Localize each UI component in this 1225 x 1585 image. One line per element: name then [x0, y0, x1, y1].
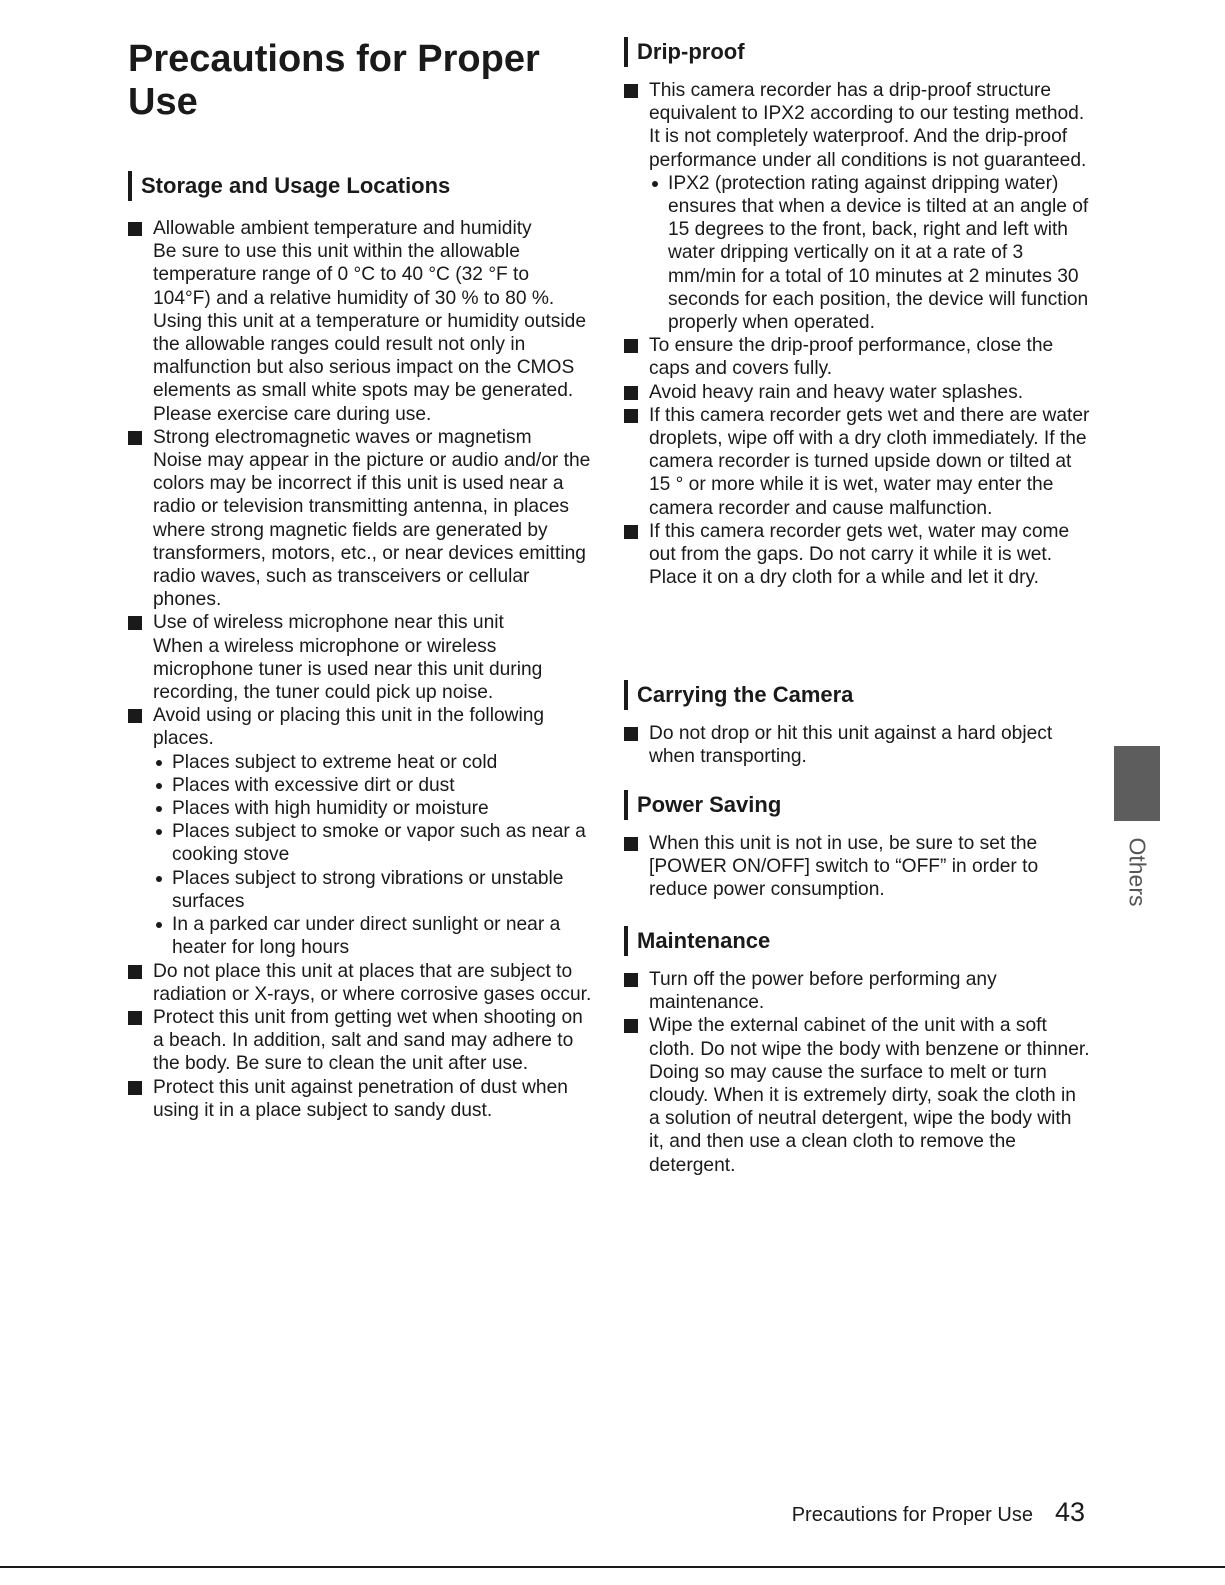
dot-bullet-icon: [156, 806, 162, 812]
square-bullet-icon: [128, 709, 142, 723]
dot-bullet-icon: [652, 181, 658, 187]
section-heading: [624, 37, 1090, 67]
heading-bar: [624, 790, 628, 820]
item-title: Use of wireless microphone near this unit: [153, 612, 504, 634]
item-title: Do not place this unit at places that are subject to radiation or X-rays, or where corrosive gases occur.: [153, 960, 592, 1005]
side-tab-label: Others: [1124, 837, 1151, 907]
dot-bullet-icon: [156, 922, 162, 928]
heading-bar: [624, 680, 628, 710]
item-title: Avoid using or placing this unit in the following places.: [153, 705, 545, 750]
heading-text: Storage and Usage Locations: [141, 173, 451, 198]
page-footer: [792, 1497, 1085, 1528]
section-heading: [624, 926, 1090, 956]
sub-item: Places with high humidity or moisture: [153, 797, 592, 820]
list-item: [128, 426, 592, 612]
square-bullet-icon: [624, 1019, 638, 1033]
square-bullet-icon: [624, 339, 638, 353]
dot-bullet-icon: [156, 876, 162, 882]
footer-title: Precautions for Proper Use: [791, 1504, 1033, 1526]
sub-item: Places subject to extreme heat or cold: [153, 751, 592, 774]
heading-bar: [624, 37, 628, 67]
list-item: [624, 1014, 1090, 1176]
square-bullet-icon: [624, 409, 638, 423]
square-bullet-icon: [128, 222, 142, 236]
heading-text: Drip-proof: [637, 39, 745, 64]
item-title: Protect this unit from getting wet when shooting on a beach. In addition, salt and sand may adhere to the body. Be sure to clean the unit after use.: [153, 1006, 583, 1075]
list-item: [624, 520, 1090, 590]
section-carrying: [624, 680, 1090, 768]
item-title: Wipe the external cabinet of the unit with a soft cloth. Do not wipe the body with benzene or thinner. Doing so may cause the surface to melt or turn cloudy. When it is extremely dirty, soak the cloth in a solution of neutral detergent, wipe the body with it, and then use a clean cloth to remove the detergent.: [649, 1015, 1090, 1176]
item-title: Do not drop or hit this unit against a hard object when transporting.: [649, 723, 1053, 768]
sub-item: In a parked car under direct sunlight or near a heater for long hours: [153, 913, 592, 959]
square-bullet-icon: [128, 965, 142, 979]
dot-bullet-icon: [156, 760, 162, 766]
item-title: Protect this unit against penetration of dust when using it in a place subject to sandy dust.: [153, 1076, 568, 1121]
item-title: Avoid heavy rain and heavy water splashes.: [649, 381, 1024, 403]
square-bullet-icon: [128, 616, 142, 630]
sub-item: IPX2 (protection rating against dripping water) ensures that when a device is tilted at an angle of 15 degrees to the front, back, right and left with water dripping vertically on it at a rate of 3 mm/min for a total of 10 minutes at 2 minutes 30 seconds for each position, the device will function properly when operated.: [649, 172, 1090, 334]
square-bullet-icon: [624, 525, 638, 539]
page-title: Precautions for Proper Use: [128, 38, 540, 123]
section-heading: [128, 171, 592, 201]
section-heading: [624, 790, 1090, 820]
heading-text: Maintenance: [637, 928, 771, 953]
section-storage-usage: [128, 171, 592, 1122]
section-power-saving: [624, 790, 1090, 902]
list-item: [624, 722, 1090, 768]
item-title: To ensure the drip-proof performance, close the caps and covers fully.: [649, 335, 1054, 380]
list-item: [128, 611, 592, 704]
heading-text: Carrying the Camera: [637, 682, 854, 707]
heading-bar: [624, 926, 628, 956]
list-item: [128, 1076, 592, 1122]
item-title: If this camera recorder gets wet, water may come out from the gaps. Do not carry it while it is wet. Place it on a dry cloth for a while and let it dry.: [649, 520, 1070, 589]
list-item: [624, 381, 1090, 404]
sub-item: Places subject to strong vibrations or unstable surfaces: [153, 867, 592, 913]
square-bullet-icon: [128, 1011, 142, 1025]
square-bullet-icon: [624, 84, 638, 98]
square-bullet-icon: [128, 1081, 142, 1095]
list-item: [128, 704, 592, 959]
sub-item: Places with excessive dirt or dust: [153, 774, 592, 797]
list-item: [624, 79, 1090, 334]
square-bullet-icon: [624, 386, 638, 400]
square-bullet-icon: [624, 727, 638, 741]
bottom-divider: [0, 1566, 1225, 1568]
item-title: When this unit is not in use, be sure to set the [POWER ON/OFF] switch to “OFF” in order to reduce power consumption.: [649, 833, 1039, 901]
square-bullet-icon: [128, 431, 142, 445]
section-heading: [624, 680, 1090, 710]
section-maintenance: [624, 926, 1090, 1177]
item-text: Noise may appear in the picture or audio and/or the colors may be incorrect if this unit is used near a radio or television transmitting antenna, in places where strong magnetic fields are generated by transformers, motors, etc., or near devices emitting radio waves, such as transceivers or cellular phones.: [153, 450, 591, 611]
item-text: When a wireless microphone or wireless microphone tuner is used near this unit during recording, the tuner could pick up noise.: [153, 635, 543, 704]
list-item: [128, 1006, 592, 1076]
list-item: [624, 968, 1090, 1014]
dot-bullet-icon: [156, 783, 162, 789]
page-number: 43: [1054, 1497, 1085, 1527]
sub-item: Places subject to smoke or vapor such as near a cooking stove: [153, 820, 592, 866]
item-title: Strong electromagnetic waves or magnetism: [153, 426, 532, 448]
item-title: Allowable ambient temperature and humidity: [153, 218, 532, 239]
list-item: [128, 217, 592, 426]
square-bullet-icon: [624, 973, 638, 987]
list-item: [128, 960, 592, 1006]
side-tab-marker: [1114, 746, 1160, 821]
section-drip-proof: [624, 37, 1090, 589]
heading-text: Power Saving: [637, 792, 782, 817]
list-item: [624, 404, 1090, 520]
list-item: [624, 832, 1090, 902]
item-title: Turn off the power before performing any maintenance.: [649, 969, 997, 1014]
item-title: If this camera recorder gets wet and there are water droplets, wipe off with a dry cloth immediately. If the camera recorder is turned upside down or tilted at 15 ° or more while it is wet, water may enter the camera recorder and cause malfunction.: [649, 404, 1090, 519]
heading-bar: [128, 171, 132, 201]
square-bullet-icon: [624, 837, 638, 851]
dot-bullet-icon: [156, 829, 162, 835]
list-item: [624, 334, 1090, 380]
item-text: Be sure to use this unit within the allowable temperature range of 0 °C to 40 °C (32 °F to 104°F) and a relative humidity of 30 % to 80 %. Using this unit at a temperature or humidity outside the allowable ranges could result not only in malfunction but also serious impact on the CMOS elements as small white spots may be generated. Please exercise care during use.: [153, 241, 587, 425]
item-title: This camera recorder has a drip-proof structure equivalent to IPX2 according to our testing method. It is not completely waterproof. And the drip-proof performance under all conditions is not guaranteed.: [649, 80, 1087, 171]
